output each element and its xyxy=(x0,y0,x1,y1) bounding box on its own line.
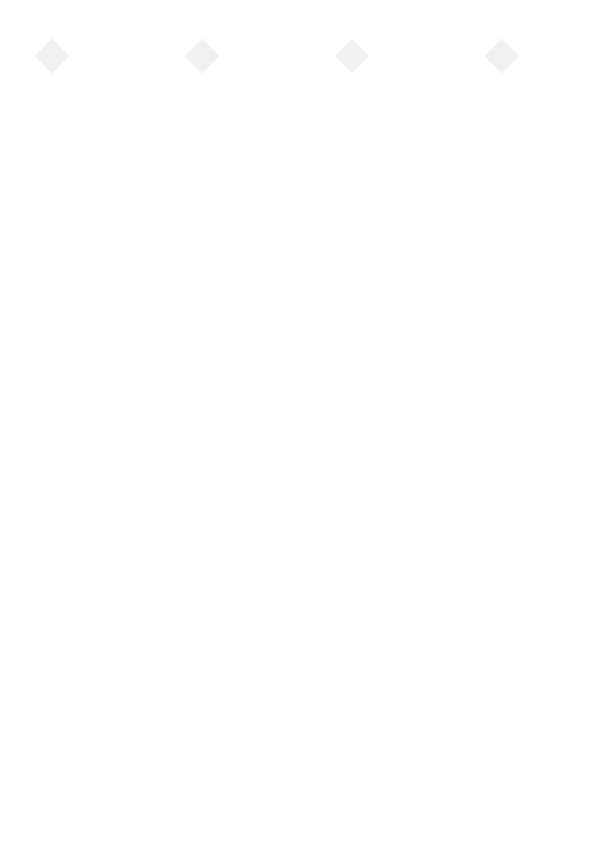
watermark-logo: ◆ xyxy=(334,25,370,79)
watermark-logo: ◆ xyxy=(184,25,220,79)
watermark-logo: ◆ xyxy=(484,25,520,79)
watermark-logo: ◆ xyxy=(34,25,70,79)
